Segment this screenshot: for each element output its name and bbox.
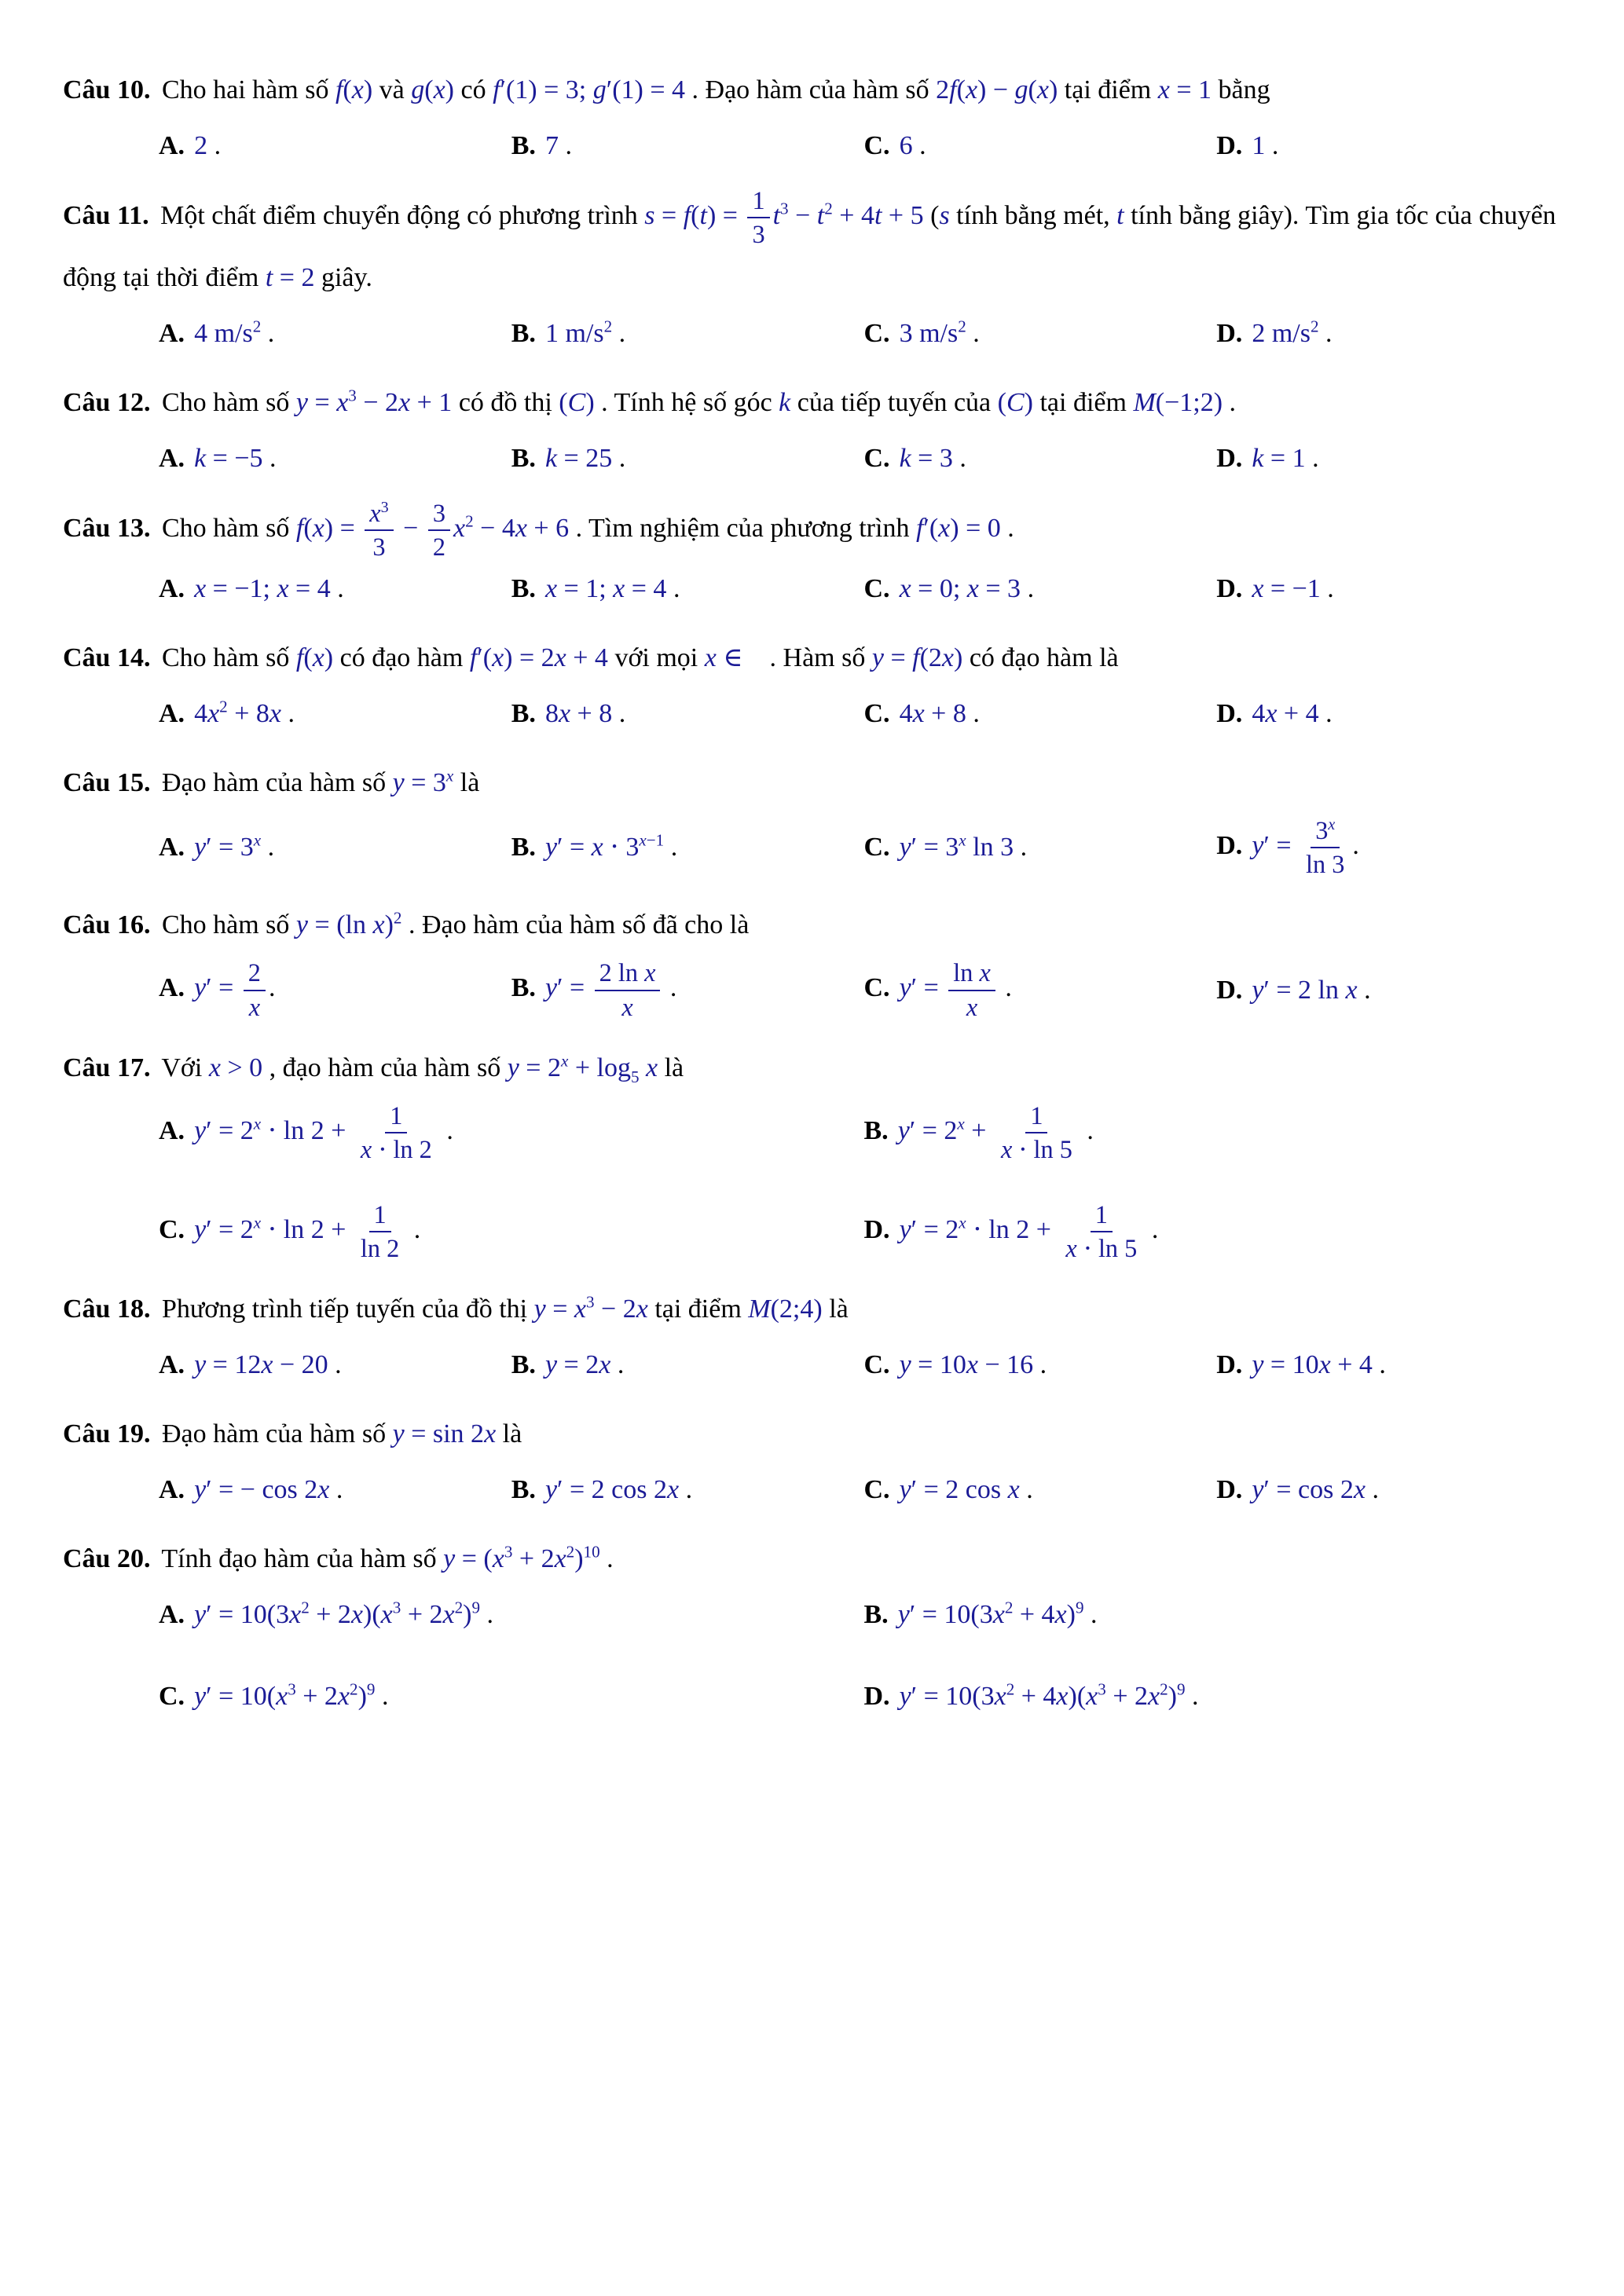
option-c-label: C. xyxy=(863,444,890,474)
option-b-label: B. xyxy=(511,973,536,1003)
option-a-value: $4x^2 + 8x$ . xyxy=(194,697,295,729)
question-20-option-c xyxy=(159,1674,853,1719)
question-20-option-b xyxy=(864,1592,1559,1638)
question-15-text xyxy=(63,754,1558,811)
option-d-label: D. xyxy=(1216,699,1243,729)
question-17-text xyxy=(63,1039,1558,1097)
question-18-option-d xyxy=(1216,1342,1558,1388)
question-11-number: Câu 11. xyxy=(63,200,149,230)
question-18-option-a xyxy=(159,1342,500,1388)
option-d-value: 4x + 4 . xyxy=(1252,699,1333,729)
question-10-option-c xyxy=(864,123,1206,169)
question-11-option-d xyxy=(1216,311,1558,357)
question-17-number: Câu 17. xyxy=(63,1053,151,1082)
question-14-option-a xyxy=(159,691,500,737)
option-b-value: 8x + 8 . xyxy=(544,699,626,729)
option-b-value: y′ = $\frac{\text{2 ln x}}{x}$ . xyxy=(544,958,677,1021)
question-12-option-b xyxy=(511,436,853,482)
question-10-options xyxy=(159,123,1558,169)
option-c-label: C. xyxy=(159,1682,185,1711)
option-c-label: C. xyxy=(863,699,890,729)
option-c-label: C. xyxy=(863,1350,890,1380)
option-c-value: y = 10x − 16 . xyxy=(899,1350,1047,1380)
option-d-value: x = −1 . xyxy=(1252,574,1334,604)
question-11-text xyxy=(63,186,1558,306)
question-17-option-c xyxy=(159,1200,853,1263)
option-a-value: 4 $m/s^2$ . xyxy=(194,317,275,349)
question-11-option-c xyxy=(864,311,1206,357)
question-16-option-c xyxy=(864,958,1206,1021)
option-c-label: C. xyxy=(159,1214,185,1244)
option-d-label: D. xyxy=(1216,444,1243,474)
question-15-option-d xyxy=(1216,816,1558,879)
option-c-label: C. xyxy=(863,833,890,862)
question-14 xyxy=(63,629,1558,737)
question-14-body: Cho hàm số f(x) có đạo hàm f′(x) = 2x + 4 với mọi x ∈ . Hàm số y = f(2x) có đạo hàm là xyxy=(161,643,1119,673)
option-a-label: A. xyxy=(159,319,185,349)
question-13-option-b xyxy=(511,566,853,612)
question-18-options xyxy=(159,1342,1558,1388)
question-16-body: Cho hàm số y = (ln x)$^2$ . Đạo hàm của hàm số đã cho là xyxy=(161,908,750,940)
question-12-body: Cho hàm số $y = x^3 - 2x + 1$ có đồ thị (C) . Tính hệ số góc k của tiếp tuyến của (C) tại điểm M(−1;2) . xyxy=(161,386,1237,418)
question-10-text xyxy=(63,61,1558,119)
question-15-option-a xyxy=(159,825,500,870)
option-a-value: y′ = $\frac{2}{x}$ . xyxy=(194,958,276,1021)
question-12-text xyxy=(63,374,1558,431)
option-a-value: $y' = 10(3x^2 + 2x)(x^3 + 2x^2)^9$ . xyxy=(194,1598,494,1630)
option-b-value: 7 . xyxy=(544,131,572,161)
question-10 xyxy=(63,61,1558,169)
option-a-label: A. xyxy=(159,131,185,161)
option-d-value: $y' = 2^x \cdot \ln 2$ + $\frac{1}{x \cdot \ln 5}$ . xyxy=(899,1200,1159,1263)
question-10-number: Câu 10. xyxy=(63,75,151,104)
question-16-options xyxy=(159,958,1558,1021)
option-d-label: D. xyxy=(1216,574,1243,604)
question-14-option-b xyxy=(511,691,853,737)
question-18-option-c xyxy=(864,1342,1206,1388)
option-a-label: A. xyxy=(159,574,185,604)
question-20-options xyxy=(159,1592,1558,1719)
option-c-value: x = 0; x = 3 . xyxy=(899,574,1035,604)
question-11 xyxy=(63,186,1558,357)
option-c-value: k = 3 . xyxy=(899,444,966,474)
question-20-number: Câu 20. xyxy=(63,1544,151,1574)
question-16 xyxy=(63,896,1558,1021)
question-19-text xyxy=(63,1405,1558,1463)
question-17 xyxy=(63,1039,1558,1264)
question-13-text xyxy=(63,499,1558,562)
option-b-label: B. xyxy=(511,833,536,862)
option-d-value: y = 10x + 4 . xyxy=(1252,1350,1386,1380)
option-c-label: C. xyxy=(863,973,890,1003)
question-12-option-a xyxy=(159,436,500,482)
question-17-option-b xyxy=(864,1101,1559,1164)
question-15 xyxy=(63,754,1558,879)
option-d-value: k = 1 . xyxy=(1252,444,1319,474)
question-18 xyxy=(63,1280,1558,1388)
question-19-body: Đạo hàm của hàm số y = sin 2x là xyxy=(161,1419,522,1449)
option-b-label: B. xyxy=(863,1115,889,1145)
option-b-value: $y' = 2^x$ + $\frac{1}{x \cdot \ln 5}$ . xyxy=(897,1100,1094,1163)
option-d-label: D. xyxy=(1216,1475,1243,1505)
question-17-option-a xyxy=(159,1101,853,1164)
question-12-option-c xyxy=(864,436,1206,482)
question-14-text xyxy=(63,629,1558,687)
option-d-label: D. xyxy=(1216,975,1243,1005)
option-c-value: 3 $m/s^2$ . xyxy=(899,317,980,349)
question-18-option-b xyxy=(511,1342,853,1388)
option-a-label: A. xyxy=(159,1475,185,1505)
option-d-value: $y' = 10(3x^2 + 4x)(x^3 + 2x^2)^9$ . xyxy=(899,1679,1199,1711)
option-d-value: y′ = cos 2x . xyxy=(1252,1475,1379,1505)
option-a-value: k = −5 . xyxy=(194,444,277,474)
option-d-value: y′ = $\frac{3^x}{\ln 3}$ . xyxy=(1252,816,1359,879)
option-a-label: A. xyxy=(159,833,185,862)
option-b-value: y = 2x . xyxy=(544,1350,625,1380)
question-17-option-d xyxy=(864,1200,1559,1263)
option-b-value: $y' = 10(3x^2 + 4x)^9$ . xyxy=(897,1598,1098,1630)
option-b-label: B. xyxy=(511,574,536,604)
question-10-body: Cho hai hàm số f(x) và g(x) có f′(1) = 3; g′(1) = 4 . Đạo hàm của hàm số 2f(x) − g(x) tại điểm x = 1 bằng xyxy=(161,75,1270,104)
option-a-value: 2 . xyxy=(194,131,222,161)
question-20-body: Tính đạo hàm của hàm số $y = (x^3 + 2x^2)^{10}$ . xyxy=(161,1542,614,1574)
question-13-number: Câu 13. xyxy=(63,513,151,543)
question-16-text xyxy=(63,896,1558,954)
question-16-option-b xyxy=(511,958,853,1021)
option-a-label: A. xyxy=(159,1600,185,1630)
question-12-option-d xyxy=(1216,436,1558,482)
option-b-label: B. xyxy=(511,444,536,474)
option-c-value: y′ = $\frac{\text{ln x}}{x}$ . xyxy=(899,958,1012,1021)
option-a-value: $y' = 3^x$ . xyxy=(194,830,275,862)
option-d-value: 2 $m/s^2$ . xyxy=(1252,317,1333,349)
option-b-value: k = 25 . xyxy=(544,444,626,474)
question-19-option-d xyxy=(1216,1467,1558,1513)
option-d-label: D. xyxy=(1216,319,1243,349)
question-20-option-d xyxy=(864,1674,1559,1719)
option-a-value: y′ = − cos 2x . xyxy=(194,1475,343,1505)
question-11-options xyxy=(159,311,1558,357)
option-b-value: x = 1; x = 4 . xyxy=(544,574,680,604)
option-b-value: 1 $m/s^2$ . xyxy=(544,317,626,349)
option-d-label: D. xyxy=(863,1682,890,1711)
question-14-option-d xyxy=(1216,691,1558,737)
question-16-number: Câu 16. xyxy=(63,910,151,940)
question-13-options xyxy=(159,566,1558,612)
question-19-number: Câu 19. xyxy=(63,1419,151,1449)
option-c-value: $y' = 2^x \cdot \ln 2$ + $\frac{1}{\ln 2}$ . xyxy=(194,1200,421,1263)
question-14-option-c xyxy=(864,691,1206,737)
question-13 xyxy=(63,499,1558,612)
option-d-label: D. xyxy=(1216,830,1243,860)
question-19-option-b xyxy=(511,1467,853,1513)
option-c-value: 6 . xyxy=(899,131,926,161)
option-c-label: C. xyxy=(863,1475,890,1505)
option-c-value: 4x + 8 . xyxy=(899,699,980,729)
option-b-label: B. xyxy=(863,1600,889,1630)
option-b-label: B. xyxy=(511,699,536,729)
question-16-option-d xyxy=(1216,968,1558,1013)
question-20 xyxy=(63,1530,1558,1719)
option-d-label: D. xyxy=(1216,131,1243,161)
option-a-label: A. xyxy=(159,444,185,474)
question-17-options xyxy=(159,1101,1558,1264)
option-a-value: y = 12x − 20 . xyxy=(194,1350,342,1380)
question-19-option-c xyxy=(864,1467,1206,1513)
question-20-option-a xyxy=(159,1592,853,1638)
option-c-value: $y' = 10(x^3 + 2x^2)^9$ . xyxy=(194,1679,389,1711)
question-11-option-a xyxy=(159,311,500,357)
question-15-option-c xyxy=(864,825,1206,870)
option-b-value: $y' = x \cdot 3^{x-1}$ . xyxy=(544,830,678,862)
option-a-label: A. xyxy=(159,1350,185,1380)
question-12-number: Câu 12. xyxy=(63,388,151,418)
question-15-body: Đạo hàm của hàm số $y = 3^x$ là xyxy=(161,766,480,797)
option-a-label: A. xyxy=(159,973,185,1003)
option-c-label: C. xyxy=(863,319,890,349)
question-15-option-b xyxy=(511,825,853,870)
question-11-option-b xyxy=(511,311,853,357)
option-a-value: $y' = 2^x \cdot \ln 2$ + $\frac{1}{x \cdot \ln 2}$ . xyxy=(194,1100,453,1163)
option-b-value: y′ = 2 cos 2x . xyxy=(544,1475,693,1505)
option-a-value: x = −1; x = 4 . xyxy=(194,574,344,604)
option-d-label: D. xyxy=(1216,1350,1243,1380)
question-12 xyxy=(63,374,1558,482)
option-b-label: B. xyxy=(511,1475,536,1505)
question-19 xyxy=(63,1405,1558,1513)
question-19-option-a xyxy=(159,1467,500,1513)
question-15-options xyxy=(159,816,1558,879)
option-b-label: B. xyxy=(511,1350,536,1380)
question-11-body: Một chất điểm chuyển động có phương trình s = f(t) = $\frac{1}{3}$ $t^3 - t^2 + 4t + 5$ (s tính bằng mét, t tính bằng giây). Tìm gia tốc của chuyển động tại thời điểm t = 2 giây. xyxy=(63,185,1556,293)
question-20-text xyxy=(63,1530,1558,1587)
question-15-number: Câu 15. xyxy=(63,767,151,797)
option-c-label: C. xyxy=(863,574,890,604)
question-13-body: Cho hàm số f(x) = $\frac{x^3}{3}$ − $\frac{3}{2}$ $x^2 - 4x + 6$ . Tìm nghiệm của phương trình f′(x) = 0 . xyxy=(161,498,1014,562)
question-13-option-d xyxy=(1216,566,1558,612)
question-17-body: Với x > 0 , đạo hàm của hàm số $y = 2^x + \log_5 x$ là xyxy=(161,1051,684,1086)
question-18-body: Phương trình tiếp tuyến của đồ thị $y = x^3 - 2x$ tại điểm M(2;4) là xyxy=(161,1293,849,1324)
question-18-text xyxy=(63,1280,1558,1338)
option-a-label: A. xyxy=(159,1115,185,1145)
option-a-label: A. xyxy=(159,699,185,729)
option-c-value: y′ = 2 cos x . xyxy=(899,1475,1033,1505)
option-d-value: y′ = 2 ln x . xyxy=(1252,975,1371,1005)
question-19-options xyxy=(159,1467,1558,1513)
question-13-option-a xyxy=(159,566,500,612)
question-16-option-a xyxy=(159,958,500,1021)
question-13-option-c xyxy=(864,566,1206,612)
question-14-options xyxy=(159,691,1558,737)
question-10-option-b xyxy=(511,123,853,169)
option-b-label: B. xyxy=(511,131,536,161)
option-d-label: D. xyxy=(863,1214,890,1244)
question-10-option-a xyxy=(159,123,500,169)
option-b-label: B. xyxy=(511,319,536,349)
option-d-value: 1 . xyxy=(1252,131,1279,161)
option-c-value: $y' = 3^x$ ln 3 . xyxy=(899,830,1028,862)
question-10-option-d xyxy=(1216,123,1558,169)
question-12-options xyxy=(159,436,1558,482)
question-18-number: Câu 18. xyxy=(63,1294,151,1324)
option-c-label: C. xyxy=(863,131,890,161)
question-14-number: Câu 14. xyxy=(63,643,151,673)
